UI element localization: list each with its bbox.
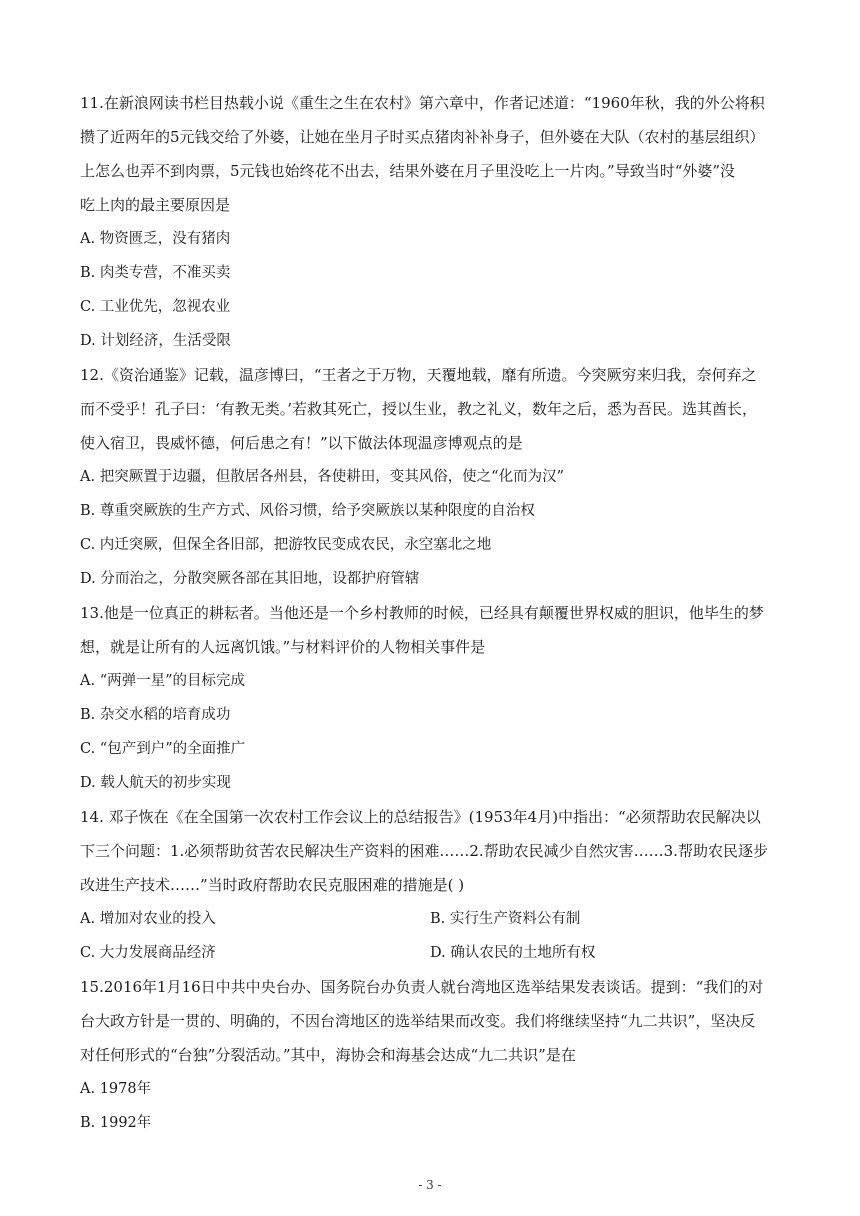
question-13-option-a: A. “两弹一星”的目标完成	[80, 673, 246, 689]
question-11	[80, 86, 780, 358]
question-14-option-d: D. 确认农民的土地所有权	[430, 945, 596, 961]
question-list	[80, 86, 780, 1140]
question-14-options-row	[80, 902, 780, 936]
question-15-stem-line: 对任何形式的“台独”分裂活动。”其中，海协会和海基会达成“九二共识”是在	[80, 1046, 576, 1064]
question-14	[80, 800, 780, 970]
question-11-stem-line: 攒了近两年的5元钱交给了外婆，让她在坐月子时买点猪肉补补身子，但外婆在大队（农村的基层组织）	[80, 128, 765, 146]
question-11-option-c: C. 工业优先，忽视农业	[80, 299, 231, 315]
question-12-stem-line: 使入宿卫，畏威怀德，何后患之有！”以下做法体现温彦博观点的是	[80, 434, 523, 452]
question-13-option-b: B. 杂交水稻的培育成功	[80, 707, 231, 723]
question-14-stem-line: 14. 邓子恢在《在全国第一次农村工作会议上的总结报告》(1953年4月)中指出：“必须帮助农民解决以	[80, 808, 761, 826]
question-11-option-d: D. 计划经济，生活受限	[80, 333, 231, 349]
question-15-stem-line: 15.2016年1月16日中共中央台办、国务院台办负责人就台湾地区选举结果发表谈话。提到：“我们的对	[80, 978, 764, 996]
question-13-stem-line: 13.他是一位真正的耕耘者。当他还是一个乡村教师的时候，已经具有颠覆世界权威的胆识，他毕生的梦	[80, 604, 764, 622]
question-11-stem-line: 上怎么也弄不到肉票，5元钱也始终花不出去，结果外婆在月子里没吃上一片肉。”导致当时“外婆”没	[80, 162, 736, 180]
question-15-stem-line: 台大政方针是一贯的、明确的，不因台湾地区的选举结果而改变。我们将继续坚持“九二共识”，坚决反	[80, 1012, 756, 1030]
question-12-stem-line: 12.《资治通鉴》记载，温彦博曰，“王者之于万物，天覆地载，靡有所遗。今突厥穷来归我，奈何弃之	[80, 366, 757, 384]
question-13-stem-line: 想，就是让所有的人远离饥饿。”与材料评价的人物相关事件是	[80, 638, 486, 656]
question-14-option-c: C. 大力发展商品经济	[80, 945, 216, 961]
question-12-option-d: D. 分而治之，分散突厥各部在其旧地，设都护府管辖	[80, 571, 420, 587]
question-15-option-b: B. 1992年	[80, 1115, 152, 1131]
question-14-options-row	[80, 936, 780, 970]
question-11-stem-line: 吃上肉的最主要原因是	[80, 196, 231, 214]
question-12-option-c: C. 内迁突厥，但保全各旧部，把游牧民变成农民，永空塞北之地	[80, 537, 492, 553]
question-13-option-d: D. 载人航天的初步实现	[80, 775, 231, 791]
question-14-stem-line: 下三个问题：1.必须帮助贫苦农民解决生产资料的困难……2.帮助农民减少自然灾害……3.帮助农民逐步	[80, 842, 768, 860]
page-number: - 3 -	[418, 1178, 442, 1192]
question-14-option-b: B. 实行生产资料公有制	[430, 911, 581, 927]
question-12-option-a: A. 把突厥置于边疆，但散居各州县，各使耕田，变其风俗，使之“化而为汉”	[80, 469, 565, 485]
question-12	[80, 358, 780, 596]
question-15-option-a: A. 1978年	[80, 1081, 152, 1097]
question-11-option-b: B. 肉类专营，不准买卖	[80, 265, 231, 281]
question-12-stem-line: 而不受乎！孔子曰：‘有教无类。’若救其死亡，授以生业，教之礼义，数年之后，悉为吾民。选其酋长，	[80, 400, 758, 418]
question-11-stem-line: 11.在新浪网读书栏目热载小说《重生之生在农村》第六章中，作者记述道：“1960年秋，我的外公将积	[80, 94, 765, 112]
question-13-option-c: C. “包产到户”的全面推广	[80, 741, 246, 757]
question-14-option-a: A. 增加对农业的投入	[80, 911, 216, 927]
question-11-option-a: A. 物资匮乏，没有猪肉	[80, 231, 231, 247]
question-15	[80, 970, 780, 1140]
question-14-stem-line: 改进生产技术……”当时政府帮助农民克服困难的措施是( )	[80, 876, 465, 894]
question-13	[80, 596, 780, 800]
question-12-option-b: B. 尊重突厥族的生产方式、风俗习惯，给予突厥族以某种限度的自治权	[80, 503, 535, 519]
